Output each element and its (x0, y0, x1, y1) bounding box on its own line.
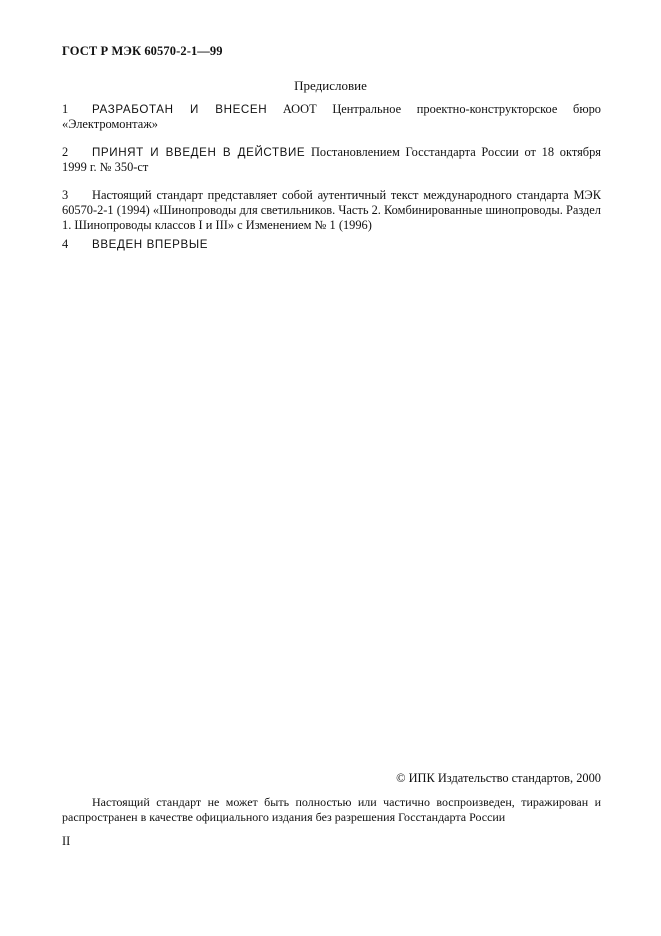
item-number: 4 (62, 237, 69, 251)
preface-item-2 (62, 145, 601, 175)
item-lead: РАЗРАБОТАН И ВНЕСЕН (92, 103, 268, 116)
item-number: 3 (62, 188, 69, 202)
item-number: 1 (62, 102, 69, 116)
preface-item-3 (62, 188, 601, 233)
reproduction-notice: Настоящий стандарт не может быть полностью или частично воспроизведен, тиражирован и распространен в качестве официального издания без разрешения Госстандарта России (62, 795, 601, 824)
copyright-line: © ИПК Издательство стандартов, 2000 (396, 771, 601, 785)
item-text: Настоящий стандарт представляет собой аутентичный текст международного стандарта МЭК 60570-2-1 (1994) «Шинопроводы для светильников. Часть 2. Комбинированные шинопроводы. Раздел 1. Шинопроводы классов I и III» с Изменением № 1 (1996) (62, 188, 601, 232)
item-text: Постановлением Госстандарта России от 18 октября 1999 г. № 350-ст (62, 145, 601, 174)
item-lead: ПРИНЯТ И ВВЕДЕН В ДЕЙСТВИЕ (92, 146, 306, 159)
document-code: ГОСТ Р МЭК 60570-2-1—99 (62, 44, 223, 58)
preface-item-1 (62, 102, 601, 132)
item-lead: ВВЕДЕН ВПЕРВЫЕ (92, 238, 209, 251)
preface-item-4 (62, 237, 601, 252)
page-number: II (62, 834, 71, 848)
item-text: АООТ Центральное проектно-конструкторское бюро «Электромонтаж» (62, 102, 601, 131)
preface-title: Предисловие (294, 78, 367, 93)
item-number: 2 (62, 145, 69, 159)
